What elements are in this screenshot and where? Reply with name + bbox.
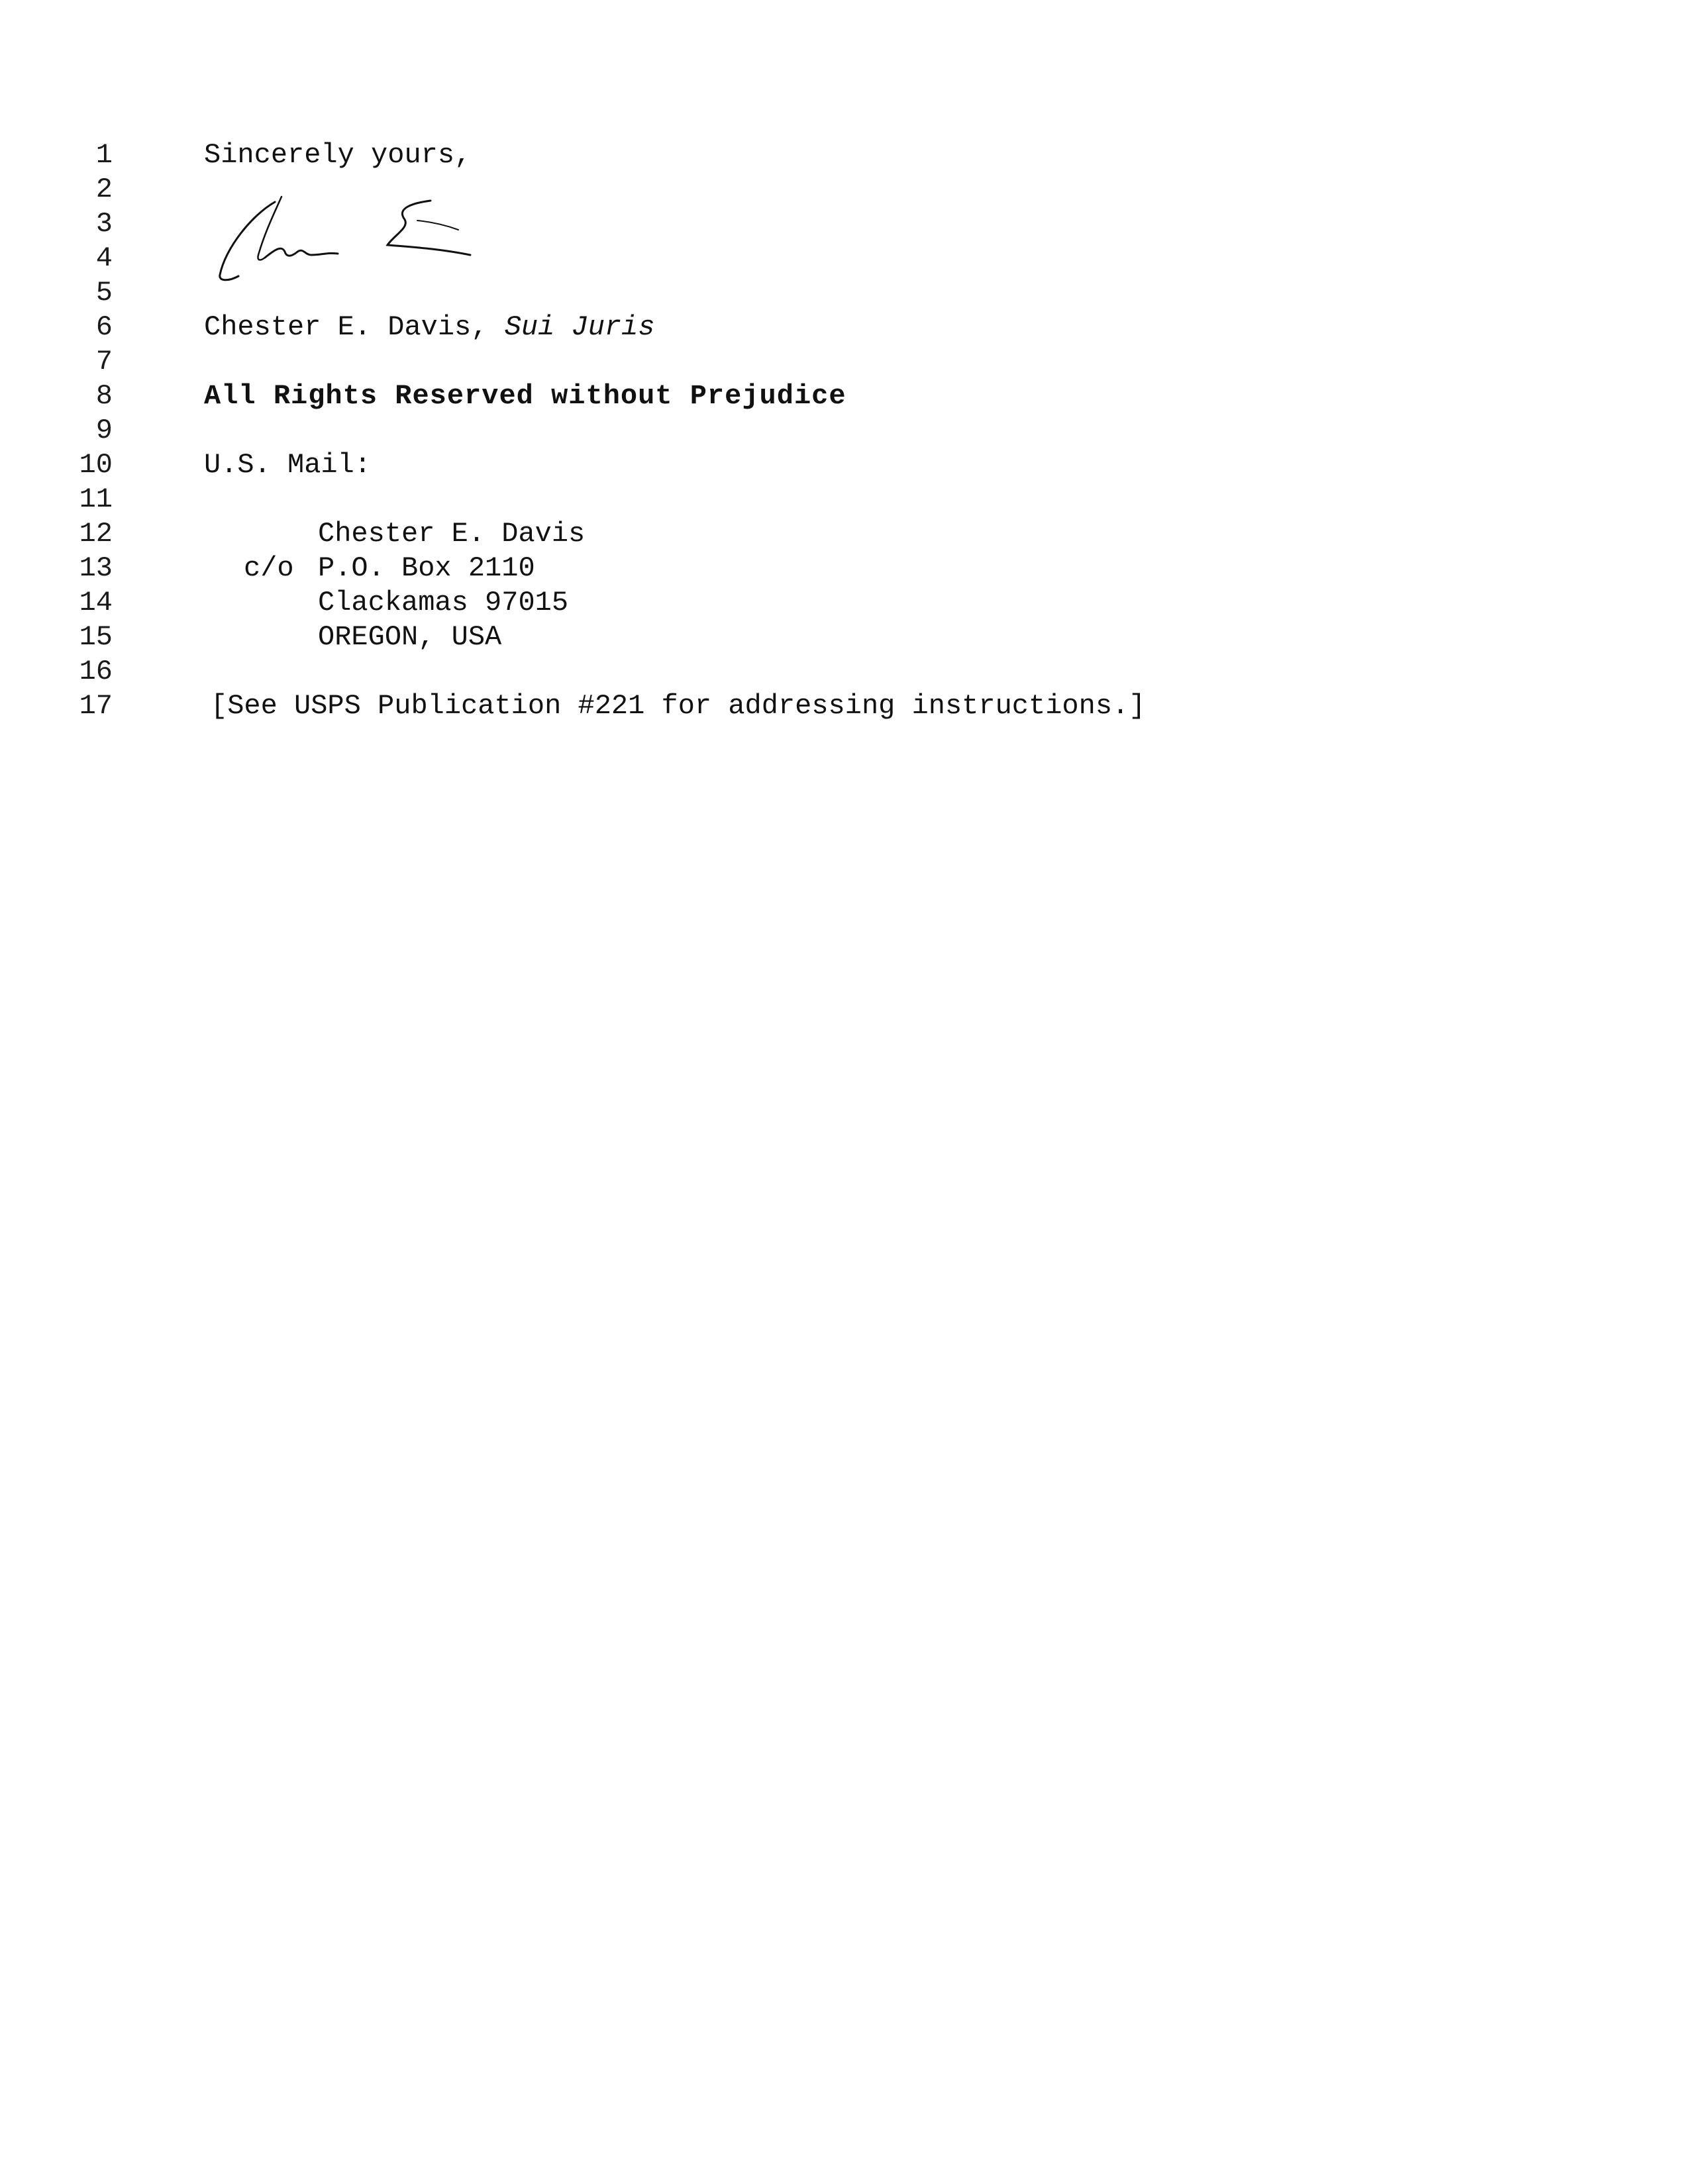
line-number: 3 [95,208,113,240]
line-number: 10 [79,449,113,481]
line-number: 7 [95,346,113,377]
closing-line: Sincerely yours, [204,139,472,171]
address-name: Chester E. Davis [318,518,586,550]
line-number: 11 [79,483,113,515]
line-number: 5 [95,277,113,309]
line-number: 2 [95,174,113,205]
line-number: 13 [79,552,113,584]
signatory-line [204,310,655,344]
address-city-zip: Clackamas 97015 [318,587,569,619]
mail-label: U.S. Mail: [204,449,372,481]
line-number: 1 [95,139,113,171]
line-number: 17 [79,690,113,722]
addressing-footnote: [See USPS Publication #221 for addressing instructions.] [211,690,1146,722]
address-care-of: c/o [244,552,294,584]
line-number: 8 [95,380,113,412]
signatory-name: Chester E. Davis, [204,311,488,343]
address-po-box: P.O. Box 2110 [318,552,535,584]
line-number: 9 [95,415,113,446]
line-number: 6 [95,311,113,343]
rights-reservation: All Rights Reserved without Prejudice [204,380,846,412]
line-number: 12 [79,518,113,550]
line-number: 14 [79,587,113,619]
signature-icon [212,189,543,295]
line-number: 16 [79,656,113,687]
line-number: 15 [79,621,113,653]
signatory-status: Sui Juris [504,311,655,343]
line-number-column [40,138,113,723]
address-state-country: OREGON, USA [318,621,502,653]
handwritten-signature [212,189,543,295]
line-number: 4 [95,242,113,274]
